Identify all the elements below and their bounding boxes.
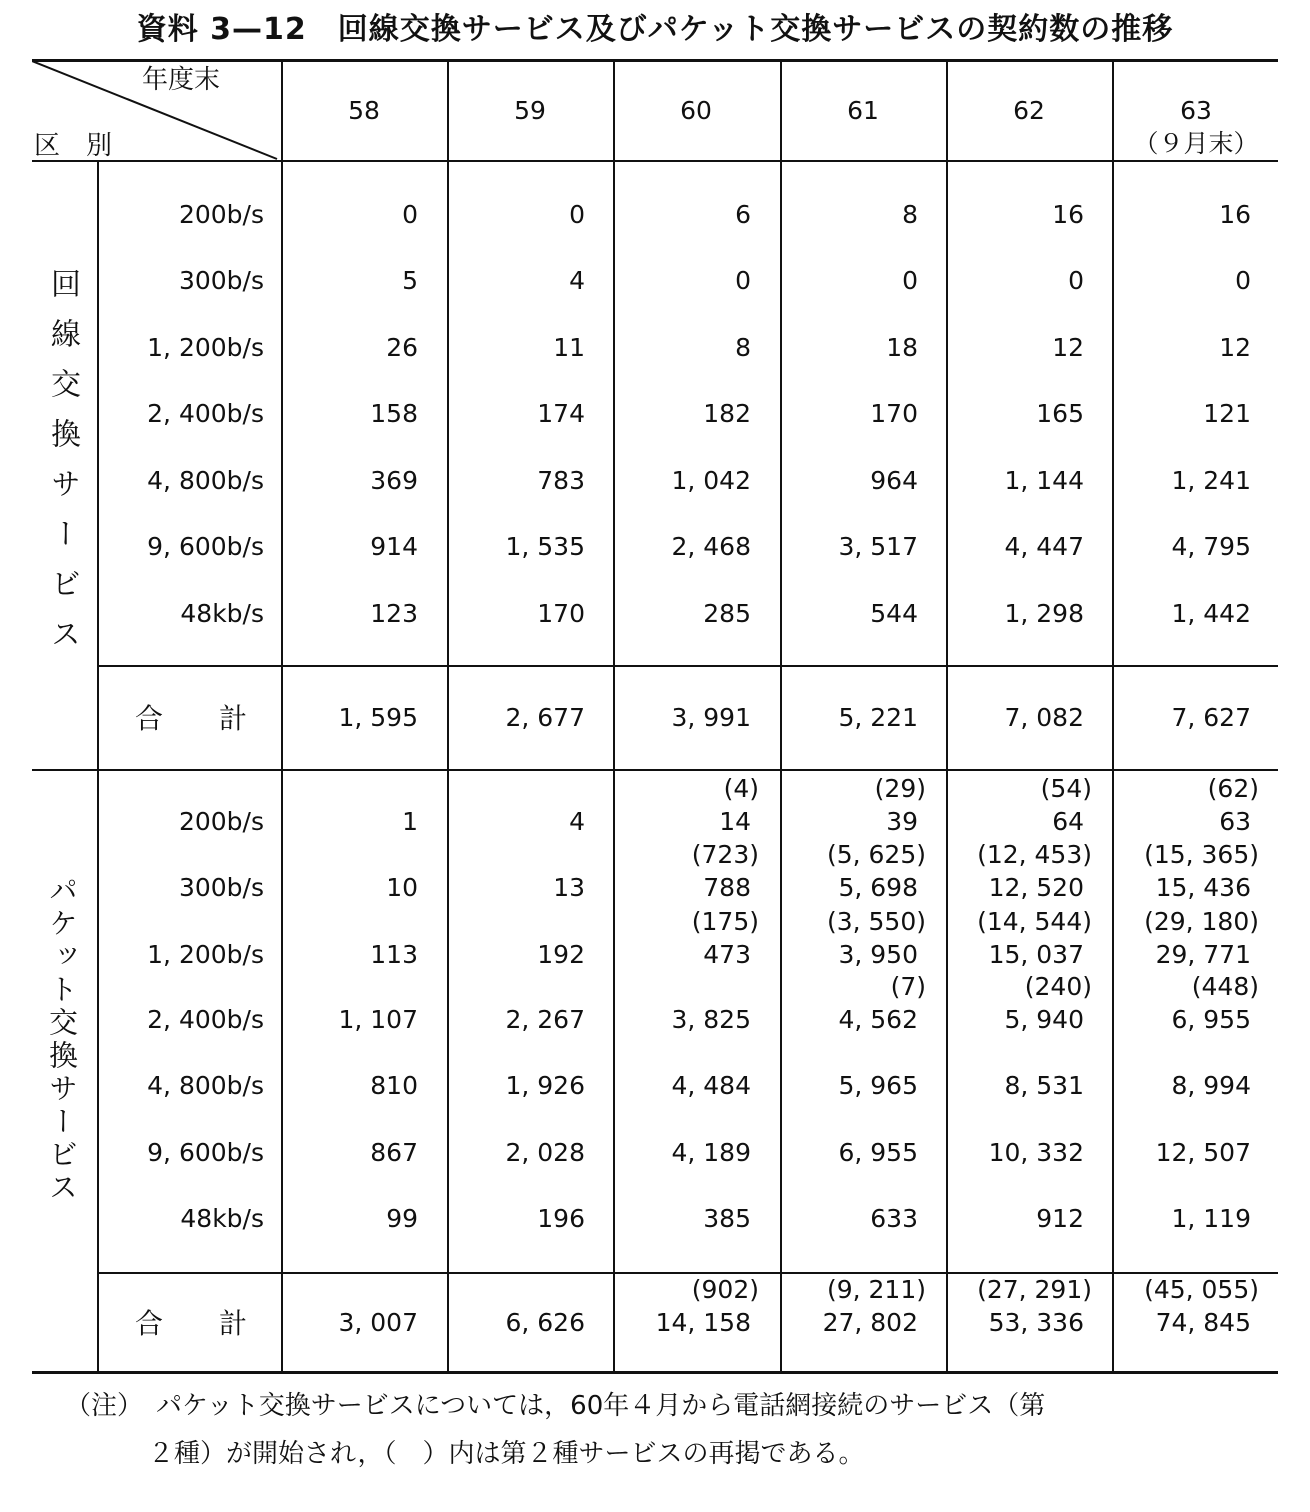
circuit-speed-label: 2, 400b/s	[147, 399, 264, 428]
circuit-cell: 165	[1036, 399, 1084, 428]
packet-cell: 5, 965	[838, 1071, 918, 1100]
packet-cell: 473	[703, 940, 751, 969]
packet-cell: 10	[386, 873, 418, 902]
circuit-cell: 1, 442	[1171, 599, 1251, 628]
year-header-61: 61	[847, 96, 879, 125]
circuit-cell: 16	[1052, 200, 1084, 229]
page-title: 資料 3—12 回線交換サービス及びパケット交換サービスの契約数の推移	[136, 12, 1174, 47]
circuit-cell: 369	[370, 466, 418, 495]
circuit-cell: 1, 535	[505, 532, 585, 561]
col-rule-1	[281, 59, 283, 1371]
circuit-section-label: 回線交換サービス	[45, 268, 80, 668]
year-header-63-note: （９月末）	[1133, 129, 1259, 158]
packet-total-cell: 6, 626	[505, 1308, 585, 1337]
packet-cell: 39	[886, 807, 918, 836]
circuit-cell: 1, 298	[1004, 599, 1084, 628]
packet-total-sub-cell: (27, 291)	[977, 1275, 1092, 1304]
packet-total-cell: 27, 802	[822, 1308, 918, 1337]
circuit-cell: 26	[386, 333, 418, 362]
circuit-cell: 174	[537, 399, 585, 428]
circuit-speed-label: 200b/s	[178, 200, 264, 229]
year-header-59: 59	[514, 96, 546, 125]
packet-cell: 63	[1219, 807, 1251, 836]
packet-speed-label: 2, 400b/s	[147, 1005, 264, 1034]
packet-cell: 113	[370, 940, 418, 969]
packet-sub-cell: (29)	[874, 774, 926, 803]
packet-cell: 4, 484	[671, 1071, 751, 1100]
col-rule-4	[780, 59, 782, 1371]
circuit-total-cell: 2, 677	[505, 703, 585, 732]
packet-cell: 64	[1052, 807, 1084, 836]
packet-sub-cell: (723)	[691, 840, 759, 869]
packet-total-sub-cell: (45, 055)	[1144, 1275, 1259, 1304]
packet-cell: 3, 825	[671, 1005, 751, 1034]
circuit-cell: 6	[735, 200, 751, 229]
circuit-cell: 914	[370, 532, 418, 561]
packet-cell: 4, 562	[838, 1005, 918, 1034]
packet-cell: 810	[370, 1071, 418, 1100]
packet-sub-cell: (15, 365)	[1144, 840, 1259, 869]
col-rule-6	[1112, 59, 1114, 1371]
circuit-cell: 0	[1068, 266, 1084, 295]
circuit-total-label: 合 計	[135, 702, 248, 735]
circuit-cell: 11	[553, 333, 585, 362]
packet-total-cell: 53, 336	[988, 1308, 1084, 1337]
group-rule-circuit	[97, 160, 99, 769]
circuit-cell: 8	[735, 333, 751, 362]
packet-speed-label: 300b/s	[178, 873, 264, 902]
packet-cell: 3, 950	[838, 940, 918, 969]
packet-cell: 12, 507	[1155, 1138, 1251, 1167]
circuit-cell: 5	[402, 266, 418, 295]
packet-total-sub-cell: (9, 211)	[826, 1275, 926, 1304]
packet-section-label: パケット交換サービス	[45, 875, 79, 1205]
circuit-cell: 0	[902, 266, 918, 295]
circuit-cell: 8	[902, 200, 918, 229]
circuit-total-cell: 5, 221	[838, 703, 918, 732]
packet-cell: 1, 926	[505, 1071, 585, 1100]
circuit-cell: 16	[1219, 200, 1251, 229]
packet-cell: 6, 955	[838, 1138, 918, 1167]
footnote-line-1: （注） パケット交換サービスについては，60年４月から電話網接続のサービス（第	[65, 1391, 1046, 1421]
packet-cell: 4, 189	[671, 1138, 751, 1167]
packet-sub-cell: (14, 544)	[977, 907, 1092, 936]
packet-cell: 4	[569, 807, 585, 836]
packet-total-rule	[97, 1272, 1278, 1274]
corner-label-year-end: 年度末	[142, 65, 221, 95]
circuit-cell: 182	[703, 399, 751, 428]
circuit-speed-label: 9, 600b/s	[147, 532, 264, 561]
circuit-cell: 123	[370, 599, 418, 628]
packet-sub-cell: (7)	[890, 972, 926, 1001]
packet-cell: 8, 531	[1004, 1071, 1084, 1100]
col-rule-2	[447, 59, 449, 1371]
packet-sub-cell: (4)	[723, 774, 759, 803]
packet-cell: 192	[537, 940, 585, 969]
packet-cell: 2, 028	[505, 1138, 585, 1167]
packet-total-cell: 74, 845	[1155, 1308, 1251, 1337]
packet-speed-label: 48kb/s	[180, 1204, 264, 1233]
circuit-cell: 964	[870, 466, 918, 495]
packet-sub-cell: (5, 625)	[826, 840, 926, 869]
packet-sub-cell: (29, 180)	[1144, 907, 1259, 936]
circuit-cell: 1, 241	[1171, 466, 1251, 495]
circuit-cell: 158	[370, 399, 418, 428]
circuit-cell: 12	[1052, 333, 1084, 362]
col-rule-5	[946, 59, 948, 1371]
circuit-cell: 783	[537, 466, 585, 495]
circuit-speed-label: 4, 800b/s	[147, 466, 264, 495]
packet-cell: 633	[870, 1204, 918, 1233]
packet-cell: 788	[703, 873, 751, 902]
packet-sub-cell: (3, 550)	[826, 907, 926, 936]
packet-cell: 2, 267	[505, 1005, 585, 1034]
packet-sub-cell: (175)	[691, 907, 759, 936]
circuit-speed-label: 1, 200b/s	[147, 333, 264, 362]
circuit-speed-label: 48kb/s	[180, 599, 264, 628]
packet-cell: 29, 771	[1155, 940, 1251, 969]
packet-cell: 10, 332	[988, 1138, 1084, 1167]
circuit-cell: 0	[569, 200, 585, 229]
circuit-cell: 121	[1203, 399, 1251, 428]
packet-cell: 12, 520	[988, 873, 1084, 902]
circuit-cell: 285	[703, 599, 751, 628]
packet-total-label: 合 計	[135, 1307, 248, 1340]
section-divider-rule	[32, 769, 1278, 771]
packet-sub-cell: (448)	[1191, 972, 1259, 1001]
packet-cell: 14	[719, 807, 751, 836]
packet-cell: 1	[402, 807, 418, 836]
packet-cell: 1, 107	[338, 1005, 418, 1034]
packet-cell: 1, 119	[1171, 1204, 1251, 1233]
year-header-58: 58	[348, 96, 380, 125]
circuit-cell: 0	[402, 200, 418, 229]
circuit-cell: 2, 468	[671, 532, 751, 561]
packet-speed-label: 4, 800b/s	[147, 1071, 264, 1100]
group-rule-packet	[97, 769, 99, 1371]
circuit-cell: 4, 447	[1004, 532, 1084, 561]
packet-sub-cell: (62)	[1207, 774, 1259, 803]
circuit-cell: 12	[1219, 333, 1251, 362]
year-header-63: 63	[1180, 96, 1212, 125]
circuit-speed-label: 300b/s	[178, 266, 264, 295]
packet-cell: 15, 436	[1155, 873, 1251, 902]
circuit-total-rule	[97, 665, 1278, 667]
footnote-line-2: ２種）が開始され，（ ）内は第２種サービスの再掲である。	[148, 1439, 865, 1469]
year-header-62: 62	[1013, 96, 1045, 125]
packet-cell: 15, 037	[988, 940, 1084, 969]
packet-cell: 99	[386, 1204, 418, 1233]
packet-total-cell: 14, 158	[655, 1308, 751, 1337]
packet-cell: 385	[703, 1204, 751, 1233]
packet-sub-cell: (12, 453)	[977, 840, 1092, 869]
circuit-cell: 4	[569, 266, 585, 295]
circuit-cell: 0	[1235, 266, 1251, 295]
corner-label-category: 区 別	[34, 131, 113, 161]
packet-cell: 867	[370, 1138, 418, 1167]
circuit-cell: 1, 144	[1004, 466, 1084, 495]
packet-speed-label: 200b/s	[178, 807, 264, 836]
packet-total-cell: 3, 007	[338, 1308, 418, 1337]
circuit-total-cell: 3, 991	[671, 703, 751, 732]
circuit-cell: 18	[886, 333, 918, 362]
packet-cell: 5, 940	[1004, 1005, 1084, 1034]
circuit-cell: 0	[735, 266, 751, 295]
packet-cell: 8, 994	[1171, 1071, 1251, 1100]
circuit-total-cell: 1, 595	[338, 703, 418, 732]
packet-sub-cell: (240)	[1024, 972, 1092, 1001]
packet-cell: 13	[553, 873, 585, 902]
circuit-cell: 3, 517	[838, 532, 918, 561]
circuit-cell: 4, 795	[1171, 532, 1251, 561]
packet-cell: 6, 955	[1171, 1005, 1251, 1034]
year-header-60: 60	[680, 96, 712, 125]
packet-sub-cell: (54)	[1040, 774, 1092, 803]
circuit-cell: 1, 042	[671, 466, 751, 495]
packet-cell: 912	[1036, 1204, 1084, 1233]
packet-cell: 5, 698	[838, 873, 918, 902]
table-bottom-rule	[32, 1371, 1278, 1374]
circuit-total-cell: 7, 627	[1171, 703, 1251, 732]
circuit-cell: 170	[537, 599, 585, 628]
packet-speed-label: 1, 200b/s	[147, 940, 264, 969]
packet-speed-label: 9, 600b/s	[147, 1138, 264, 1167]
packet-cell: 196	[537, 1204, 585, 1233]
col-rule-3	[613, 59, 615, 1371]
circuit-total-cell: 7, 082	[1004, 703, 1084, 732]
packet-total-sub-cell: (902)	[691, 1275, 759, 1304]
circuit-cell: 544	[870, 599, 918, 628]
circuit-cell: 170	[870, 399, 918, 428]
